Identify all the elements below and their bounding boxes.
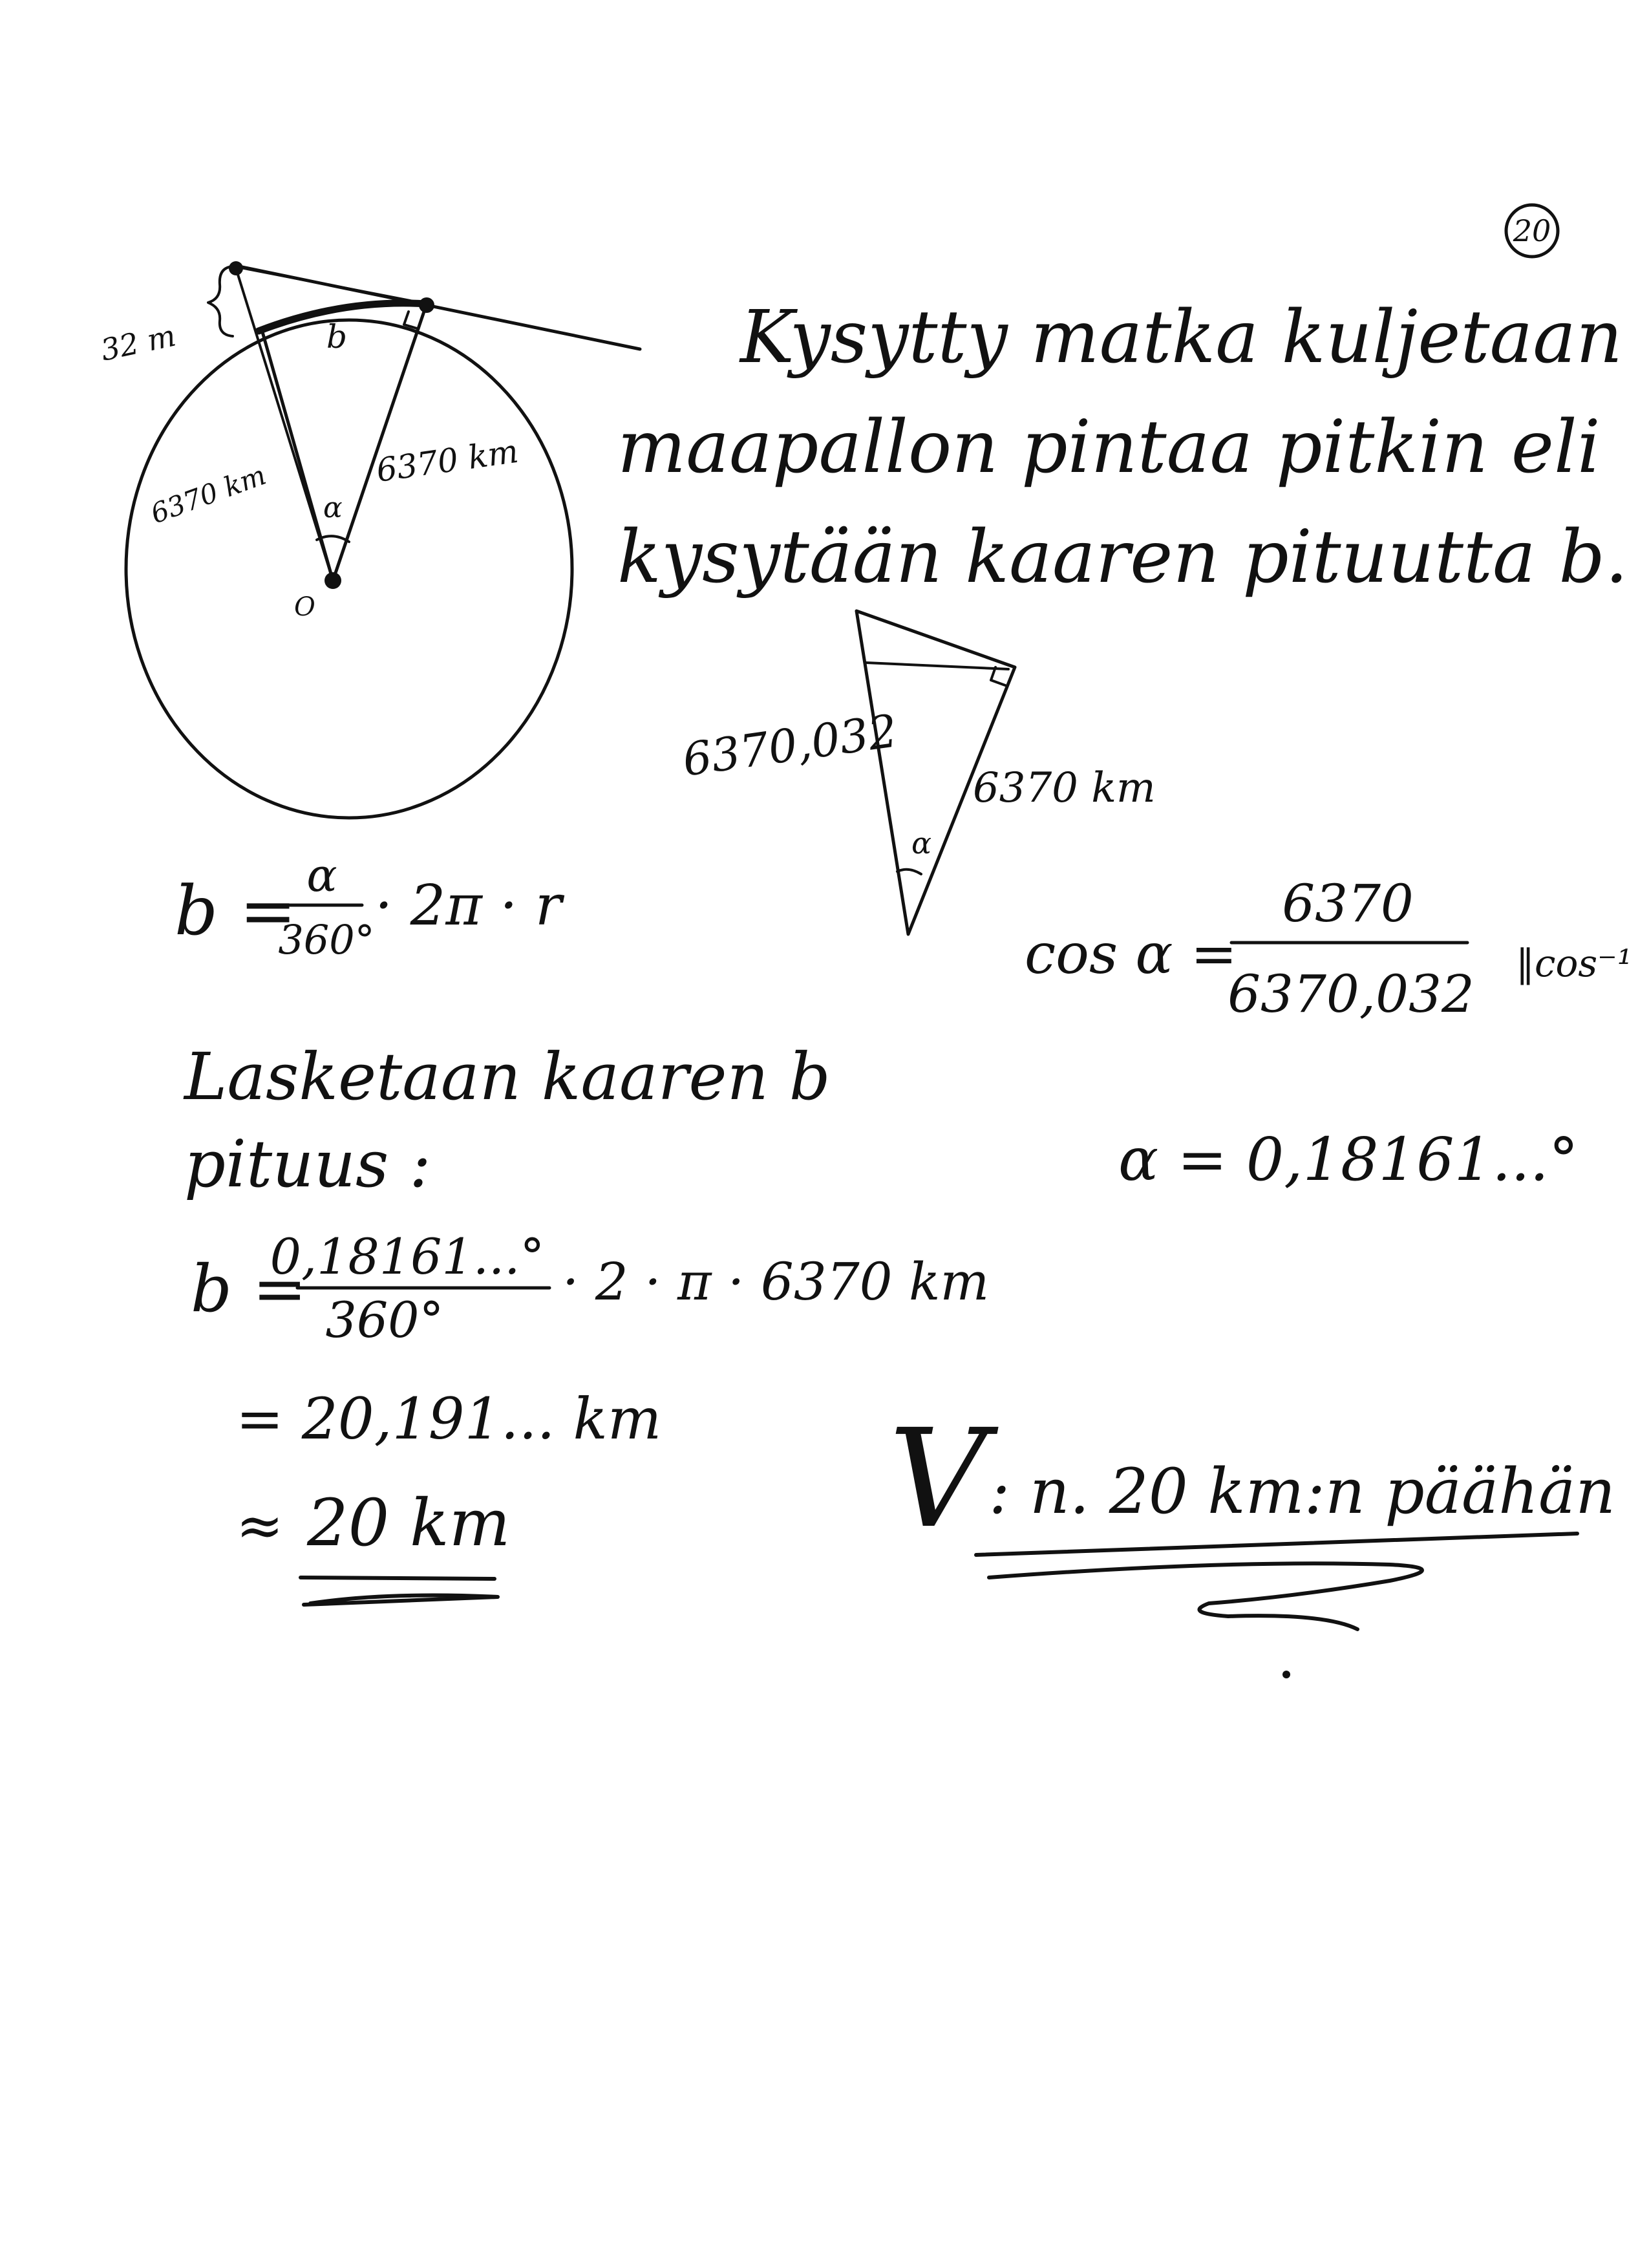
arc-formula-denominator: 360° [278, 916, 375, 963]
triangle-figure [679, 611, 1156, 934]
earth-figure [98, 261, 640, 818]
arc-label: b [326, 318, 348, 356]
figure-angle-label: α [323, 491, 343, 524]
triangle-angle-arc [897, 870, 921, 874]
alpha-result: α = 0,18161...° [1118, 1125, 1579, 1194]
cos-equation [1025, 873, 1632, 1024]
result-underline [301, 1578, 498, 1605]
arc-formula-factor: · 2π · r [375, 873, 562, 938]
triangle-leg-label: 6370 km [973, 764, 1156, 812]
line-of-sight [234, 266, 427, 304]
answer-underline [976, 1534, 1577, 1629]
arc-formula-numerator: α [306, 849, 337, 902]
page-number-text: 20 [1513, 213, 1551, 248]
triangle-hypotenuse-label: 6370,032 [679, 704, 901, 787]
left-radius-label: 6370 km [146, 458, 270, 530]
triangle-inner-line [866, 663, 1008, 669]
page-number [1506, 205, 1558, 257]
calc-denominator: 360° [325, 1291, 444, 1349]
right-radius-label: 6370 km [374, 432, 521, 489]
triangle-angle-label: α [911, 826, 932, 861]
arc-formula-lhs: b = [175, 872, 297, 950]
arc-length-formula [175, 849, 565, 963]
calc-intro-line-1: Lasketaan kaaren b [184, 1039, 831, 1115]
problem-statement [617, 295, 1628, 599]
calc-intro-line-2: pituus : [184, 1126, 431, 1202]
cos-lhs: cos α = [1025, 922, 1237, 987]
arc-length-calculation [191, 1228, 989, 1605]
cos-numerator: 6370 [1282, 873, 1414, 934]
calc-numerator: 0,18161...° [270, 1228, 545, 1285]
calc-step-3-prefix: ≈ [236, 1492, 284, 1559]
center-label: O [294, 592, 315, 622]
cos-inverse-note: ‖cos⁻¹ [1516, 941, 1633, 985]
statement-line-2: maapallon pintaa pitkin eli [617, 405, 1601, 489]
tangent-point [419, 297, 434, 313]
answer-text: : n. 20 km:n päähän [989, 1455, 1616, 1528]
statement-line-1: Kysytty matka kuljetaan [740, 295, 1623, 380]
observer-point [229, 261, 243, 275]
right-angle-mark [404, 312, 417, 328]
statement-line-3: kysytään kaaren pituutta b. [617, 515, 1628, 599]
calc-step-3-value: 20 km [307, 1485, 511, 1561]
center-point [324, 572, 341, 589]
calc-lhs: b = [191, 1251, 307, 1327]
answer-prefix: V [889, 1400, 987, 1558]
calc-step-2: = 20,191... km [236, 1385, 662, 1452]
final-answer [889, 1400, 1615, 1678]
stray-dot [1282, 1671, 1290, 1678]
cos-denominator: 6370,032 [1228, 964, 1474, 1024]
earth-circle [126, 320, 572, 818]
calc-factor: · 2 · π · 6370 km [562, 1252, 990, 1312]
calculation-intro [183, 1039, 831, 1202]
height-brace [208, 266, 233, 336]
height-label: 32 m [98, 317, 179, 368]
